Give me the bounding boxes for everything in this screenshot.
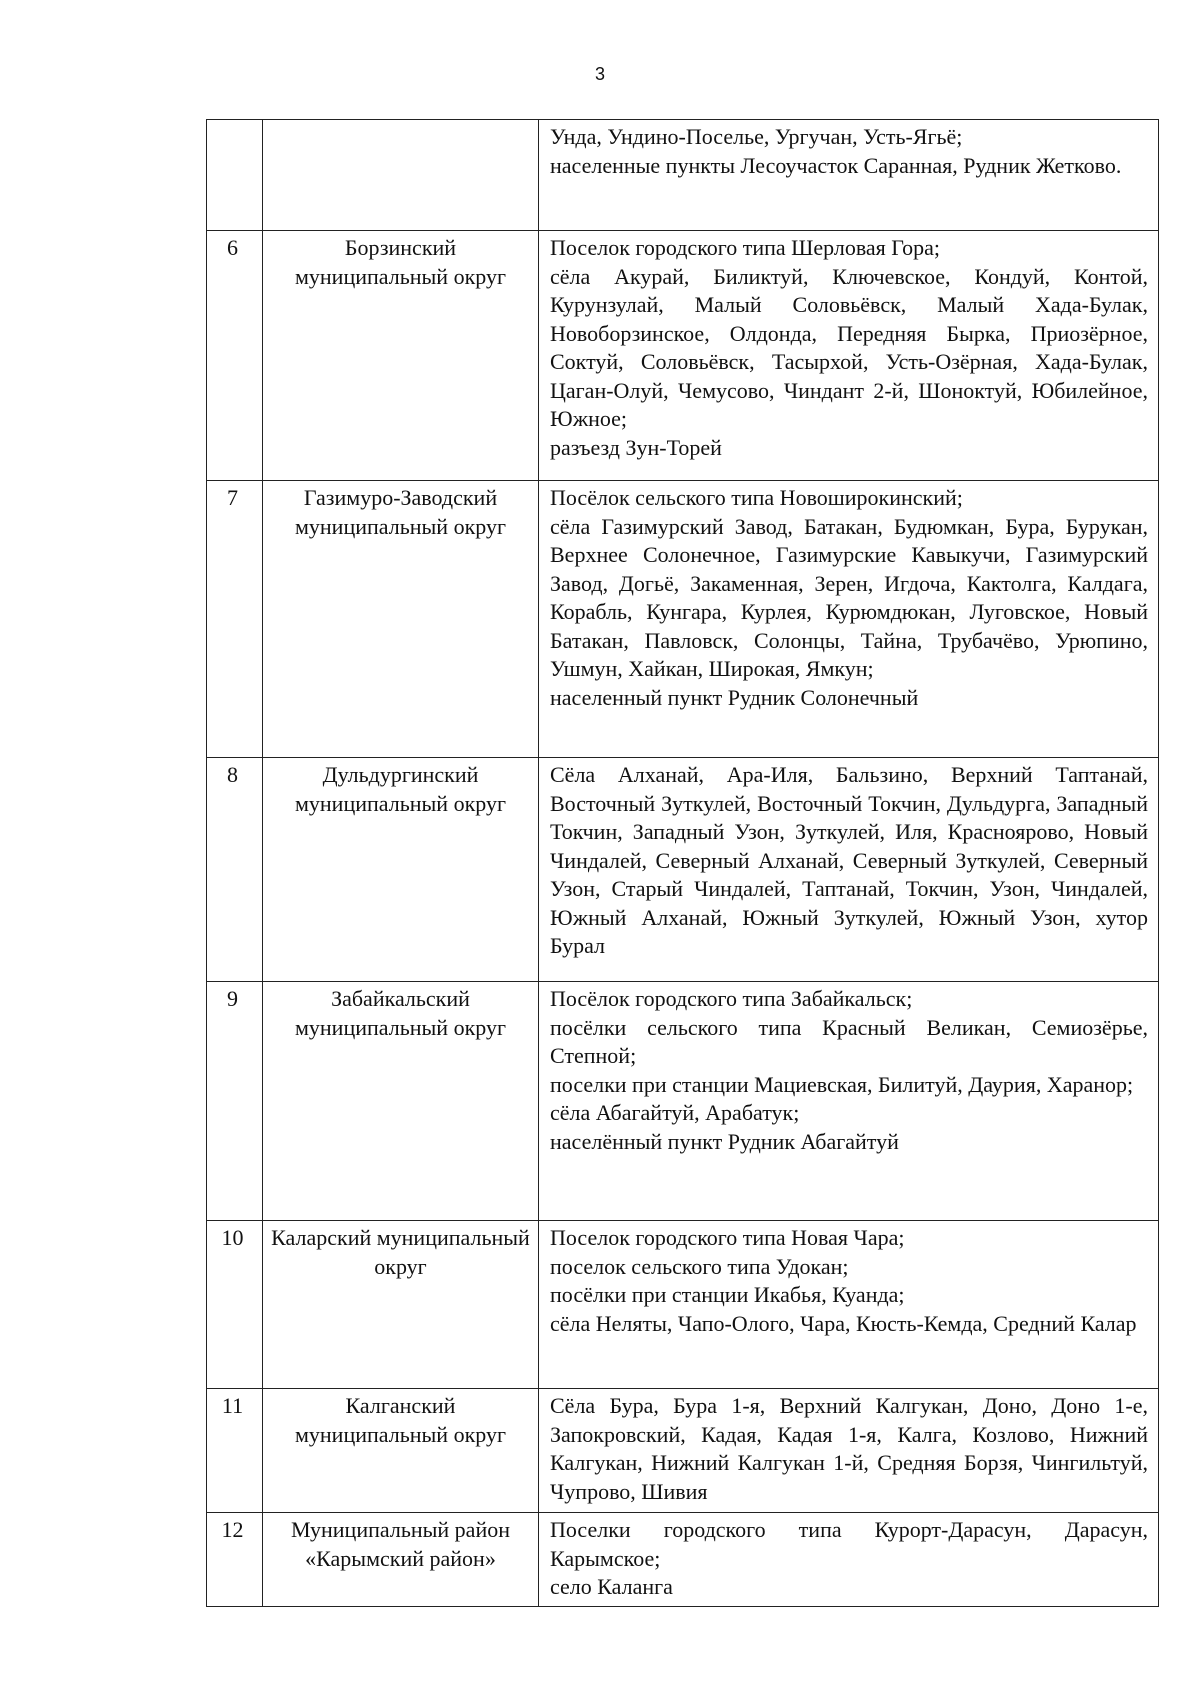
settlements-line: Поселок городского типа Шерловая Гора;	[550, 235, 940, 260]
district-name: Калганский муниципальный округ	[263, 1389, 539, 1513]
table-row	[207, 120, 1159, 231]
table-row	[207, 1221, 1159, 1389]
settlements-line: сёла Акурай, Биликтуй, Ключевское, Кондуй, Контой, Курунзулай, Малый Соловьёвск, Малый Хада-Булак, Новоборзинское, Олдонда, Передняя Бырка, Приозёрное, Соктуй, Соловьёвск, Тасырхой, Усть-Озёрная, Хада-Булак, Цаган-Олуй, Чемусово, Чиндант 2-й, Шоноктуй, Юбилейное, Южное;	[550, 263, 1148, 431]
district-name: Газимуро-Заводский муниципальный округ	[263, 481, 539, 758]
settlements-line: сёла Газимурский Завод, Батакан, Будюмкан, Бура, Бурукан, Верхнее Солонечное, Газимурские Кавыкучи, Газимурский Завод, Догьё, Закаменная, Зерен, Игдоча, Кактолга, Калдага, Корабль, Кунгара, Курлея, Курюмдюкан, Луговское, Новый Батакан, Павловск, Солонцы, Тайна, Трубачёво, Урюпино, Ушмун, Хайкан, Широкая, Ямкун;	[550, 513, 1148, 681]
district-name: Забайкальский муниципальный округ	[263, 982, 539, 1221]
settlements-line: населенный пункт Рудник Солонечный	[550, 684, 919, 710]
settlements-line: посёлки при станции Икабья, Куанда;	[550, 1282, 905, 1307]
table-row	[207, 1513, 1159, 1607]
settlements-line: Унда, Ундино-Поселье, Ургучан, Усть-Ягьё;	[550, 124, 963, 149]
settlements-list	[539, 481, 1159, 758]
row-number: 10	[207, 1221, 263, 1389]
settlements-table	[206, 119, 1159, 1607]
settlements-line: Посёлок городского типа Забайкальск;	[550, 986, 913, 1011]
row-number: 8	[207, 758, 263, 982]
row-number: 9	[207, 982, 263, 1221]
row-number: 6	[207, 231, 263, 481]
settlements-list	[539, 982, 1159, 1221]
table-row	[207, 231, 1159, 481]
settlements-line: населённый пункт Рудник Абагайтуй	[550, 1128, 899, 1154]
table-row	[207, 758, 1159, 982]
district-name: Каларский муниципальный округ	[263, 1221, 539, 1389]
settlements-line: Сёла Бура, Бура 1-я, Верхний Калгукан, Доно, Доно 1-е, Запокровский, Кадая, Кадая 1-я, Калга, Козлово, Нижний Калгукан, Нижний Калгукан 1-й, Средняя Борзя, Чингильтуй, Чупрово, Шивия	[550, 1393, 1148, 1504]
settlements-line: Сёла Алханай, Ара-Иля, Бальзино, Верхний Таптанай, Восточный Зуткулей, Восточный Токчин, Дульдурга, Западный Токчин, Западный Узон, Зуткулей, Иля, Красноярово, Новый Чиндалей, Северный Алханай, Северный Зуткулей, Северный Узон, Старый Чиндалей, Таптанай, Токчин, Узон, Чиндалей, Южный Алханай, Южный Зуткулей, Южный Узон, хутор Бурал	[550, 762, 1148, 958]
settlements-list	[539, 1389, 1159, 1513]
row-number: 11	[207, 1389, 263, 1513]
settlements-line: сёла Абагайтуй, Арабатук;	[550, 1100, 800, 1125]
settlements-line: населенные пункты Лесоучасток Саранная, Рудник Жетково.	[550, 152, 1122, 178]
table-row	[207, 481, 1159, 758]
settlements-line: сёла Неляты, Чапо-Олого, Чара, Кюсть-Кемда, Средний Калар	[550, 1310, 1137, 1336]
settlements-line: село Каланга	[550, 1574, 673, 1599]
settlements-list	[539, 120, 1159, 231]
settlements-list	[539, 1513, 1159, 1607]
district-name	[263, 120, 539, 231]
settlements-list	[539, 1221, 1159, 1389]
district-name: Муниципальный район «Карымский район»	[263, 1513, 539, 1607]
table-row	[207, 1389, 1159, 1513]
district-name: Дульдургинский муниципальный округ	[263, 758, 539, 982]
settlements-list	[539, 231, 1159, 481]
settlements-line: посёлки сельского типа Красный Великан, Семиозёрье, Степной;	[550, 1014, 1148, 1068]
settlements-line: Посёлок сельского типа Новоширокинский;	[550, 485, 963, 510]
settlements-line: Поселок городского типа Новая Чара;	[550, 1225, 905, 1250]
settlements-line: поселок сельского типа Удокан;	[550, 1253, 849, 1279]
table-row	[207, 982, 1159, 1221]
row-number: 7	[207, 481, 263, 758]
settlements-line: Поселки городского типа Курорт-Дарасун, Дарасун, Карымское;	[550, 1517, 1148, 1571]
settlements-line: поселки при станции Мациевская, Билитуй, Даурия, Харанор;	[550, 1071, 1134, 1097]
settlements-line: разъезд Зун-Торей	[550, 434, 722, 460]
row-number	[207, 120, 263, 231]
row-number: 12	[207, 1513, 263, 1607]
page-number: 3	[594, 64, 605, 84]
settlements-list	[539, 758, 1159, 982]
district-name: Борзинский муниципальный округ	[263, 231, 539, 481]
